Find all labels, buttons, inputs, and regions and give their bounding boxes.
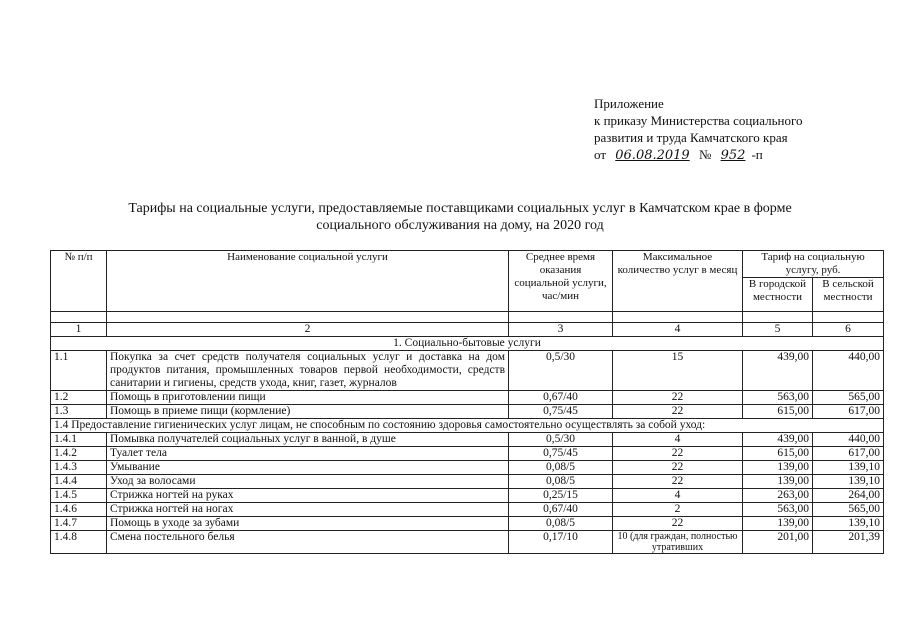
row-rural: 201,39 [813, 531, 884, 554]
row-time: 0,17/10 [509, 531, 613, 554]
table-row [51, 391, 884, 405]
row-num: 1.2 [51, 391, 107, 405]
section-heading: 1. Социально-бытовые услуги [51, 337, 884, 351]
rows-group-b [51, 433, 884, 554]
row-time: 0,08/5 [509, 461, 613, 475]
tariff-table [50, 250, 884, 554]
row-city: 201,00 [743, 531, 813, 554]
row-rural: 440,00 [813, 433, 884, 447]
col-number: 6 [813, 323, 884, 337]
row-city: 563,00 [743, 503, 813, 517]
table-row [51, 475, 884, 489]
table-row [51, 433, 884, 447]
table-row [51, 447, 884, 461]
row-num: 1.4.5 [51, 489, 107, 503]
row-max: 22 [613, 461, 743, 475]
row-num: 1.4.4 [51, 475, 107, 489]
from-label: от [594, 147, 607, 162]
row-name: Уход за волосами [107, 475, 509, 489]
row-num: 1.4.3 [51, 461, 107, 475]
row-max: 22 [613, 475, 743, 489]
row-name: Помощь в приеме пищи (кормление) [107, 405, 509, 419]
header-city: В городской местности [743, 278, 813, 312]
row-max: 22 [613, 405, 743, 419]
table-row [51, 405, 884, 419]
document-title [60, 200, 860, 234]
spacer-cell [813, 312, 884, 323]
row-name: Помывка получателей социальных услуг в ванной, в душе [107, 433, 509, 447]
row-num: 1.4.2 [51, 447, 107, 461]
row-max: 22 [613, 447, 743, 461]
col-number: 1 [51, 323, 107, 337]
row-city: 139,00 [743, 475, 813, 489]
row-rural: 617,00 [813, 447, 884, 461]
appendix-line-3: развития и труда Камчатского края [594, 130, 788, 145]
table-row [51, 351, 884, 391]
row-time: 0,08/5 [509, 475, 613, 489]
row-max: 22 [613, 517, 743, 531]
col-number: 3 [509, 323, 613, 337]
table-row [51, 503, 884, 517]
row-num: 1.4.8 [51, 531, 107, 554]
spacer-cell [613, 312, 743, 323]
row-rural: 617,00 [813, 405, 884, 419]
row-time: 0,08/5 [509, 517, 613, 531]
spacer-cell [51, 312, 107, 323]
row-rural: 139,10 [813, 475, 884, 489]
row-rural: 264,00 [813, 489, 884, 503]
rows-group-a [51, 351, 884, 419]
row-num: 1.3 [51, 405, 107, 419]
row-rural: 139,10 [813, 461, 884, 475]
row-name: Покупка за счет средств получателя социальных услуг и доставка на дом продуктов питания, промышленных товаров первой необходимости, средств санитарии и гигиены, средств ухода, книг, газет, журналов [107, 351, 509, 391]
row-num: 1.4.1 [51, 433, 107, 447]
header-max: Максимальное количество услуг в месяц [613, 251, 743, 312]
table-row [51, 461, 884, 475]
row-max: 15 [613, 351, 743, 391]
row-time: 0,5/30 [509, 433, 613, 447]
row-time: 0,25/15 [509, 489, 613, 503]
row-time: 0,67/40 [509, 503, 613, 517]
row-time: 0,75/45 [509, 447, 613, 461]
spacer-cell [107, 312, 509, 323]
row-city: 615,00 [743, 405, 813, 419]
title-line-2: социального обслуживания на дому, на 2020 год [316, 218, 604, 233]
header-name: Наименование социальной услуги [107, 251, 509, 312]
row-city: 439,00 [743, 351, 813, 391]
row-num: 1.4.7 [51, 517, 107, 531]
number-label: № [698, 147, 712, 162]
header-rural: В сельской местности [813, 278, 884, 312]
order-date: 06.08.2019 [615, 148, 690, 163]
appendix-line-4 [594, 146, 803, 164]
row-name: Смена постельного белья [107, 531, 509, 554]
row-num: 1.1 [51, 351, 107, 391]
row-name: Умывание [107, 461, 509, 475]
table-row [51, 489, 884, 503]
row-city: 563,00 [743, 391, 813, 405]
row-city: 263,00 [743, 489, 813, 503]
row-rural: 565,00 [813, 503, 884, 517]
row-name: Помощь в приготовлении пищи [107, 391, 509, 405]
col-number: 4 [613, 323, 743, 337]
row-city: 139,00 [743, 461, 813, 475]
header-tariff: Тариф на социальную услугу, руб. [743, 251, 884, 278]
section-heading: 1.4 Предоставление гигиенических услуг лицам, не способным по состоянию здоровья самостоятельно осуществлять за собой уход: [51, 419, 884, 433]
row-rural: 565,00 [813, 391, 884, 405]
header-time: Среднее время оказания социальной услуги, час/мин [509, 251, 613, 312]
row-city: 615,00 [743, 447, 813, 461]
col-number: 2 [107, 323, 509, 337]
row-name: Стрижка ногтей на ногах [107, 503, 509, 517]
row-name: Стрижка ногтей на руках [107, 489, 509, 503]
row-time: 0,5/30 [509, 351, 613, 391]
appendix-line-2: к приказу Министерства социального [594, 113, 803, 128]
row-max: 2 [613, 503, 743, 517]
title-line-1: Тарифы на социальные услуги, предоставляемые поставщиками социальных услуг в Камчатском крае в форме [128, 201, 792, 216]
row-max: 4 [613, 489, 743, 503]
row-name: Помощь в уходе за зубами [107, 517, 509, 531]
spacer-cell [509, 312, 613, 323]
table-row [51, 531, 884, 554]
row-max: 4 [613, 433, 743, 447]
row-max: 10 (для граждан, полностью утративших [613, 531, 743, 554]
row-rural: 139,10 [813, 517, 884, 531]
order-suffix: -п [751, 147, 763, 162]
row-name: Туалет тела [107, 447, 509, 461]
order-number: 952 [720, 148, 746, 163]
appendix-block [594, 95, 803, 164]
row-max: 22 [613, 391, 743, 405]
row-time: 0,67/40 [509, 391, 613, 405]
col-number: 5 [743, 323, 813, 337]
spacer-cell [743, 312, 813, 323]
row-rural: 440,00 [813, 351, 884, 391]
row-city: 139,00 [743, 517, 813, 531]
row-city: 439,00 [743, 433, 813, 447]
appendix-line-1: Приложение [594, 96, 664, 111]
header-num: № п/п [51, 251, 107, 312]
row-num: 1.4.6 [51, 503, 107, 517]
row-time: 0,75/45 [509, 405, 613, 419]
table-row [51, 517, 884, 531]
